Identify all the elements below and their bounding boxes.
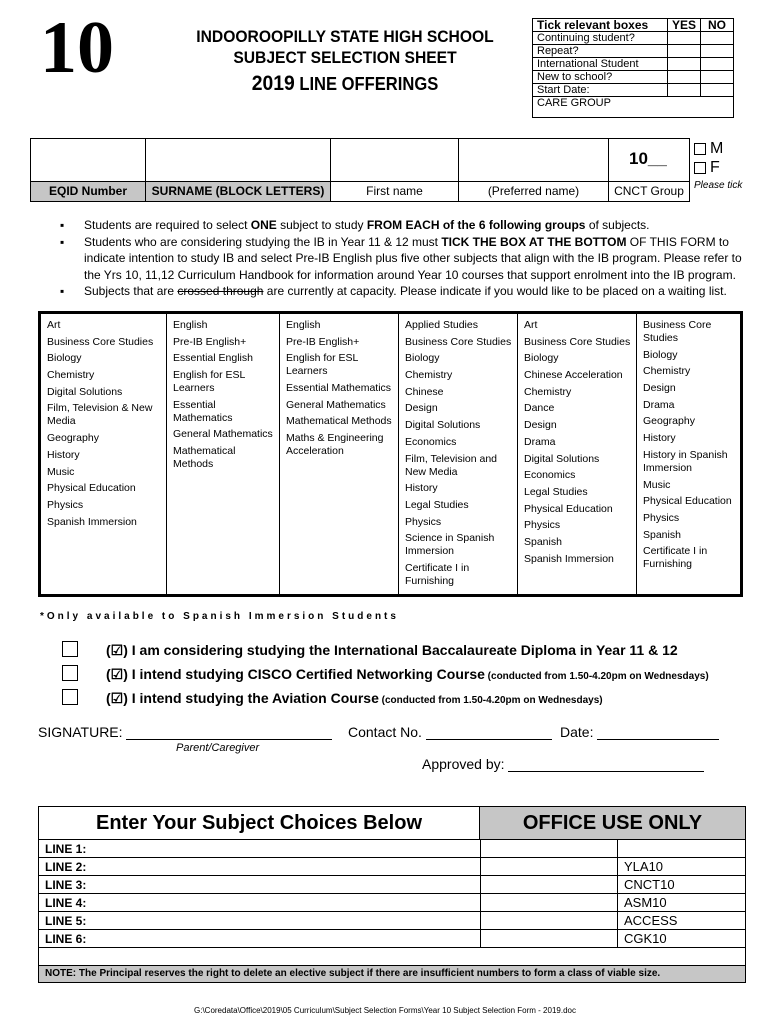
choice-line-row[interactable] — [39, 876, 745, 894]
subject-item: Legal Studies — [405, 498, 469, 511]
tick-row-label: New to school? — [533, 71, 668, 84]
yes-cell[interactable] — [667, 71, 700, 84]
subject-item: Chemistry — [405, 369, 453, 382]
subject-item: Biology — [524, 352, 559, 365]
eqid-field[interactable] — [31, 139, 146, 201]
signature-field — [38, 724, 332, 740]
subject-item: Business Core Studies — [47, 335, 154, 348]
column-divider — [617, 858, 618, 875]
eqid-label: EQID Number — [31, 181, 145, 201]
column-divider — [617, 840, 618, 857]
subject-item: Pre-IB English+ — [286, 335, 360, 348]
column-divider — [480, 840, 481, 857]
subject-item: Biology — [405, 352, 440, 365]
please-tick-note: Please tick — [694, 180, 743, 191]
subject-group-6 — [637, 314, 743, 594]
subject-item: Spanish Immersion — [524, 552, 614, 565]
choice-line-row[interactable] — [39, 858, 745, 876]
cnct-group-label: CNCT Group — [609, 181, 689, 201]
no-cell[interactable] — [701, 71, 734, 84]
tick-table-title: Tick relevant boxes — [533, 19, 668, 32]
male-label: M — [710, 140, 724, 157]
column-divider — [480, 858, 481, 875]
option-note: (conducted from 1.50-4.20pm on Wednesdays) — [484, 671, 709, 682]
choice-line-row[interactable] — [39, 912, 745, 930]
contact-label: Contact No. — [348, 724, 422, 740]
subject-item: Spanish — [524, 535, 562, 548]
subject-item: Geography — [643, 415, 695, 428]
yes-cell[interactable] — [667, 45, 700, 58]
offerings-label: LINE OFFERINGS — [299, 74, 439, 94]
aviation-checkbox[interactable] — [62, 689, 78, 705]
subject-item: History — [405, 482, 438, 495]
subject-item: Digital Solutions — [524, 452, 600, 465]
tick-row-label: Repeat? — [533, 45, 668, 58]
instruction-emphasis: TICK THE BOX AT THE BOTTOM — [441, 234, 627, 249]
subject-item: Design — [643, 382, 676, 395]
subject-item: Chinese Acceleration — [524, 369, 623, 382]
group-prefix: 10__ — [629, 149, 667, 168]
subject-item: Essential English — [173, 352, 253, 365]
bullet-icon: ▪ — [60, 284, 65, 298]
choice-line-label: LINE 2: — [45, 860, 87, 874]
instruction-item — [56, 234, 756, 284]
subject-item: Physical Education — [47, 482, 136, 495]
instruction-text: Students are required to select — [84, 218, 251, 232]
subject-item: General Mathematics — [286, 398, 386, 411]
instruction-item — [56, 217, 756, 234]
date-input[interactable] — [597, 725, 719, 740]
female-option[interactable] — [694, 158, 723, 177]
subject-group-2 — [167, 314, 280, 594]
subject-item: Economics — [524, 469, 576, 482]
option-label: (☑) I intend studying CISCO Certified Networking Course — [106, 666, 485, 682]
form-title — [184, 26, 506, 95]
contact-input[interactable] — [426, 725, 552, 740]
gender-options — [694, 139, 723, 177]
column-divider — [617, 930, 618, 947]
male-option[interactable] — [694, 139, 723, 158]
spanish-immersion-note: *Only available to Spanish Immersion Students — [40, 611, 399, 622]
bullet-icon: ▪ — [60, 218, 65, 232]
yes-header: YES — [667, 19, 700, 32]
instruction-emphasis: FROM EACH of the 6 following groups — [366, 218, 586, 232]
date-field — [560, 724, 719, 740]
subject-group-1 — [41, 314, 167, 594]
choice-line-label: LINE 5: — [45, 914, 87, 928]
no-header: NO — [701, 19, 734, 32]
subject-item: History — [47, 448, 80, 461]
instruction-text: of subjects. — [585, 218, 650, 232]
column-divider — [480, 876, 481, 893]
choice-line-label: LINE 3: — [45, 878, 87, 892]
option-label: (☑) I intend studying the Aviation Course — [106, 690, 379, 706]
approved-by-label: Approved by: — [422, 756, 505, 772]
subject-item: English — [173, 319, 208, 331]
care-group-field[interactable]: CARE GROUP — [533, 97, 734, 118]
subject-item: Chinese — [405, 385, 444, 398]
cnct-group-field[interactable] — [609, 139, 689, 201]
tick-row-label: Continuing student? — [533, 32, 668, 45]
school-name: INDOOROOPILLY STATE HIGH SCHOOL — [196, 27, 494, 46]
choice-line-row[interactable] — [39, 894, 745, 912]
sheet-title: SUBJECT SELECTION SHEET — [233, 48, 457, 67]
tick-row-label: International Student — [533, 58, 668, 71]
subject-choices-table — [38, 806, 746, 983]
column-divider — [480, 930, 481, 947]
instruction-text: OF THIS FORM to indicate intention to study IB and select Pre-IB English plus five other subjects that align with the IB program. Please refer to the Yrs 10, 11,12 Curriculum Handbook for information around Year 10 courses that support enrolment into the IB program. — [84, 234, 742, 282]
subject-item: Design — [405, 402, 438, 415]
surname-label: SURNAME (BLOCK LETTERS) — [146, 181, 330, 201]
subject-item: Applied Studies — [405, 319, 478, 331]
subject-item: Biology — [643, 348, 678, 361]
option-note: (conducted from 1.50-4.20pm on Wednesdays) — [378, 695, 603, 706]
subject-group-4 — [399, 314, 518, 594]
subject-item: Physics — [643, 511, 680, 524]
bullet-icon: ▪ — [60, 234, 65, 249]
date-label: Date: — [560, 724, 594, 740]
subject-item: Certificate I in Furnishing — [643, 545, 708, 571]
subject-item: Physics — [524, 519, 561, 532]
ib-diploma-checkbox[interactable] — [62, 641, 78, 657]
instructions — [56, 217, 756, 300]
column-divider — [617, 894, 618, 911]
preferred-name-label: (Preferred name) — [459, 181, 608, 201]
column-divider — [617, 876, 618, 893]
instruction-emphasis: ONE — [250, 218, 277, 232]
subject-item: Digital Solutions — [405, 419, 481, 432]
no-cell[interactable] — [701, 58, 734, 71]
subject-item: Music — [643, 478, 671, 491]
option-label: (☑) I am considering studying the International Baccalaureate Diploma in Year 11 & 12 — [106, 642, 678, 658]
approved-by-input[interactable] — [508, 757, 704, 772]
subject-item: Science in Spanish Immersion — [405, 532, 495, 558]
signature-input[interactable] — [126, 725, 332, 740]
office-code: CNCT10 — [624, 877, 675, 892]
preferred-name-field[interactable] — [459, 139, 609, 201]
subject-item: Essential Mathematics — [286, 382, 392, 395]
subject-item: Business Core Studies — [643, 319, 712, 344]
subject-item: Physical Education — [524, 502, 613, 515]
subject-item: English for ESL Learners — [173, 369, 245, 395]
surname-field[interactable] — [146, 139, 331, 201]
choice-line-row[interactable] — [39, 930, 745, 948]
subject-item: Drama — [524, 435, 556, 448]
subject-item: Film, Television and New Media — [405, 452, 498, 478]
subject-item: Spanish Immersion — [47, 515, 137, 528]
file-path-footer: G:\Coredata\Office\2019\05 Curriculum\Subject Selection Forms\Year 10 Subject Selection Form - 2019.doc — [194, 1006, 576, 1015]
ib-diploma-option — [62, 641, 678, 659]
subject-item: Music — [47, 465, 75, 478]
office-use-title: OFFICE USE ONLY — [480, 807, 745, 840]
parent-caregiver-label: Parent/Caregiver — [176, 742, 260, 754]
subject-item: General Mathematics — [173, 428, 273, 441]
cisco-option — [62, 665, 709, 683]
subject-item: Mathematical Methods — [286, 415, 392, 428]
first-name-label: First name — [331, 181, 458, 201]
choice-line-label: LINE 4: — [45, 896, 87, 910]
subject-item: Business Core Studies — [405, 335, 512, 348]
subject-item: History in Spanish Immersion — [643, 448, 728, 474]
subject-group-5 — [518, 314, 637, 594]
subject-item: Drama — [643, 398, 675, 411]
instruction-text: Students who are considering studying the IB in Year 11 & 12 must — [84, 234, 442, 249]
column-divider — [617, 912, 618, 929]
subject-item: Digital Solutions — [47, 385, 123, 398]
subject-item: Dance — [524, 402, 555, 415]
subject-groups-grid — [38, 311, 743, 597]
subject-group-3 — [280, 314, 399, 594]
column-divider — [480, 894, 481, 911]
subject-item: Certificate I in Furnishing — [405, 561, 470, 587]
instruction-text: Subjects that are — [84, 284, 178, 298]
subject-item: Legal Studies — [524, 485, 588, 498]
principal-note: NOTE: The Principal reserves the right to delete an elective subject if there are insufficient numbers to form a class of viable size. — [39, 965, 745, 982]
office-code: ACCESS — [624, 913, 678, 928]
subject-item: Chemistry — [643, 365, 691, 378]
yes-cell[interactable] — [667, 58, 700, 71]
choices-title: Enter Your Subject Choices Below — [39, 807, 480, 840]
subject-item: English — [286, 319, 321, 331]
yes-cell[interactable] — [667, 84, 700, 97]
contact-field — [348, 724, 552, 740]
subject-item: Pre-IB English+ — [173, 335, 247, 348]
instruction-text: subject to study — [276, 218, 367, 232]
subject-item: Design — [524, 419, 557, 432]
subject-item: Physical Education — [643, 495, 732, 508]
female-label: F — [710, 159, 720, 176]
instruction-strikethrough: crossed through — [177, 284, 264, 298]
subject-item: Chemistry — [524, 385, 572, 398]
instruction-text: are currently at capacity. Please indicate if you would like to be placed on a waiting list. — [263, 284, 727, 298]
signature-label: SIGNATURE: — [38, 724, 123, 740]
student-id-row — [30, 138, 690, 202]
subject-item: Chemistry — [47, 369, 95, 382]
subject-item: Film, Television & New Media — [47, 402, 153, 428]
subject-item: Geography — [47, 432, 99, 445]
subject-item: Essential Mathematics — [173, 398, 233, 424]
subject-item: Business Core Studies — [524, 335, 631, 348]
subject-item: History — [643, 432, 676, 445]
subject-item: Physics — [47, 498, 84, 511]
no-cell[interactable] — [701, 32, 734, 45]
choice-line-label: LINE 6: — [45, 932, 87, 946]
offerings-year: 2019 — [251, 72, 295, 95]
office-code: ASM10 — [624, 895, 667, 910]
subject-item: Spanish — [643, 528, 681, 541]
no-cell[interactable] — [701, 45, 734, 58]
instruction-item — [56, 283, 756, 300]
column-divider — [480, 912, 481, 929]
office-code: YLA10 — [624, 859, 664, 874]
female-checkbox[interactable] — [694, 162, 706, 174]
male-checkbox[interactable] — [694, 143, 706, 155]
aviation-option — [62, 689, 603, 707]
approved-by-field — [422, 756, 704, 772]
subject-item: Art — [524, 319, 538, 331]
cisco-checkbox[interactable] — [62, 665, 78, 681]
subject-item: Physics — [405, 515, 442, 528]
office-code: CGK10 — [624, 931, 667, 946]
tick-row-label: Start Date: — [533, 84, 668, 97]
first-name-field[interactable] — [331, 139, 459, 201]
choice-line-label: LINE 1: — [45, 842, 87, 856]
subject-item: Economics — [405, 435, 457, 448]
yes-cell[interactable] — [667, 32, 700, 45]
subject-item: English for ESL Learners — [286, 352, 358, 378]
no-cell[interactable] — [701, 84, 734, 97]
subject-item: Biology — [47, 352, 82, 365]
grade-number: 10 — [40, 7, 114, 89]
subject-item: Art — [47, 319, 61, 331]
tick-relevant-boxes-table — [532, 18, 734, 118]
choice-line-row[interactable] — [39, 840, 745, 858]
subject-item: Maths & Engineering Acceleration — [286, 432, 384, 458]
subject-item: Mathematical Methods — [173, 445, 236, 471]
offerings-title — [184, 73, 506, 95]
